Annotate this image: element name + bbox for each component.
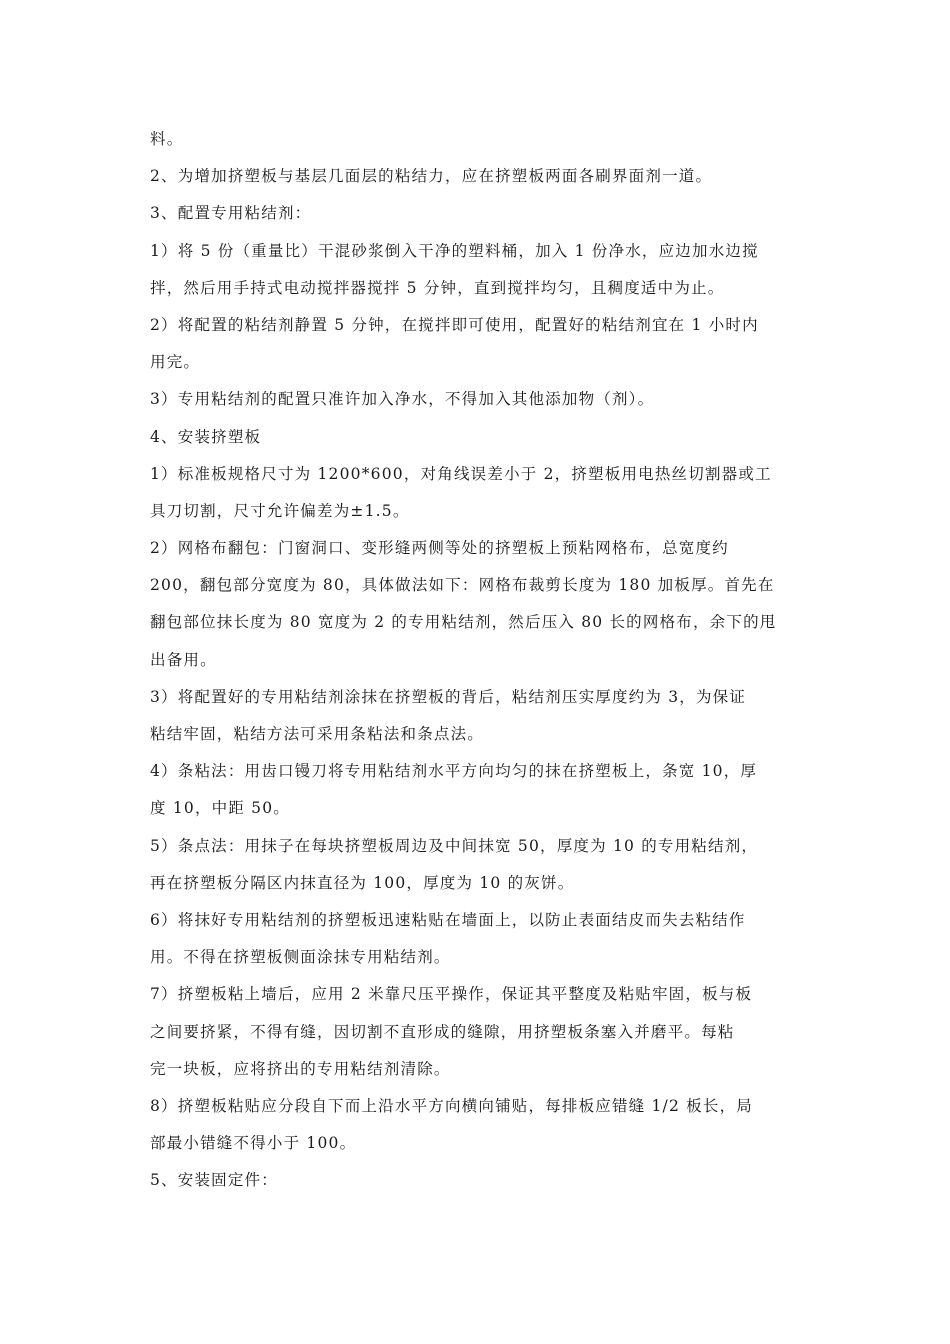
text-line: 8）挤塑板粘贴应分段自下而上沿水平方向横向铺贴，每排板应错缝 1/2 板长，局 <box>150 1096 753 1115</box>
text-line: 3）将配置好的专用粘结剂涂抹在挤塑板的背后，粘结剂压实厚度约为 3，为保证 <box>150 687 747 706</box>
text-line: 出备用。 <box>150 650 217 669</box>
text-line: 料。 <box>150 130 184 148</box>
text-line: 拌，然后用手持式电动搅拌器搅拌 5 分钟，直到搅拌均匀，且稠度适中为止。 <box>150 278 725 297</box>
text-line: 2、为增加挤塑板与基层几面层的粘结力，应在挤塑板两面各刷界面剂一道。 <box>150 167 713 186</box>
text-line: 度 10，中距 50。 <box>150 799 291 818</box>
text-line: 3）专用粘结剂的配置只准许加入净水，不得加入其他添加物（剂）。 <box>150 390 655 409</box>
text-line: 用。不得在挤塑板侧面涂抹专用粘结剂。 <box>150 948 451 967</box>
text-line: 用完。 <box>150 353 201 372</box>
text-line: 1）标准板规格尺寸为 1200*600，对角线误差小于 2，挤塑板用电热丝切割器或工 <box>150 464 772 483</box>
text-line: 部最小错缝不得小于 100。 <box>150 1134 357 1153</box>
text-line: 2）将配置的粘结剂静置 5 分钟，在搅拌即可使用，配置好的粘结剂宜在 1 小时内 <box>150 315 759 334</box>
text-line: 2）网格布翻包：门窗洞口、变形缝两侧等处的挤塑板上预粘网格布，总宽度约 <box>150 539 729 558</box>
text-line: 5、安装固定件： <box>150 1171 278 1190</box>
text-line: 完一块板，应将挤出的专用粘结剂清除。 <box>150 1059 451 1078</box>
text-line: 3、配置专用粘结剂： <box>150 204 312 223</box>
text-line: 7）挤塑板粘上墙后，应用 2 米靠尺压平操作，保证其平整度及粘贴牢固，板与板 <box>150 985 753 1004</box>
text-line: 1）将 5 份（重量比）干混砂浆倒入干净的塑料桶，加入 1 份净水，应边加水边搅 <box>150 241 759 260</box>
text-line: 再在挤塑板分隔区内抹直径为 100，厚度为 10 的灰饼。 <box>150 873 575 892</box>
text-line: 4、安装挤塑板 <box>150 427 262 446</box>
text-line: 粘结牢固，粘结方法可采用条粘法和条点法。 <box>150 725 485 743</box>
text-line: 翻包部位抹长度为 80 宽度为 2 的专用粘结剂，然后压入 80 长的网格布，余下的甩 <box>150 613 777 632</box>
text-line: 5）条点法：用抹子在每块挤塑板周边及中间抹宽 50，厚度为 10 的专用粘结剂， <box>150 836 759 855</box>
text-line: 4）条粘法：用齿口镘刀将专用粘结剂水平方向均匀的抹在挤塑板上，条宽 10，厚 <box>150 762 758 781</box>
text-line: 6）将抹好专用粘结剂的挤塑板迅速粘贴在墙面上，以防止表面结皮而失去粘结作 <box>150 910 746 929</box>
text-line: 200，翻包部分宽度为 80，具体做法如下：网格布裁剪长度为 180 加板厚。首先在 <box>150 576 775 595</box>
text-line: 具刀切割，尺寸允许偏差为±1.5。 <box>150 501 410 520</box>
text-line: 之间要挤紧，不得有缝，因切割不直形成的缝隙，用挤塑板条塞入并磨平。每粘 <box>150 1022 735 1041</box>
body-text <box>150 121 840 1199</box>
